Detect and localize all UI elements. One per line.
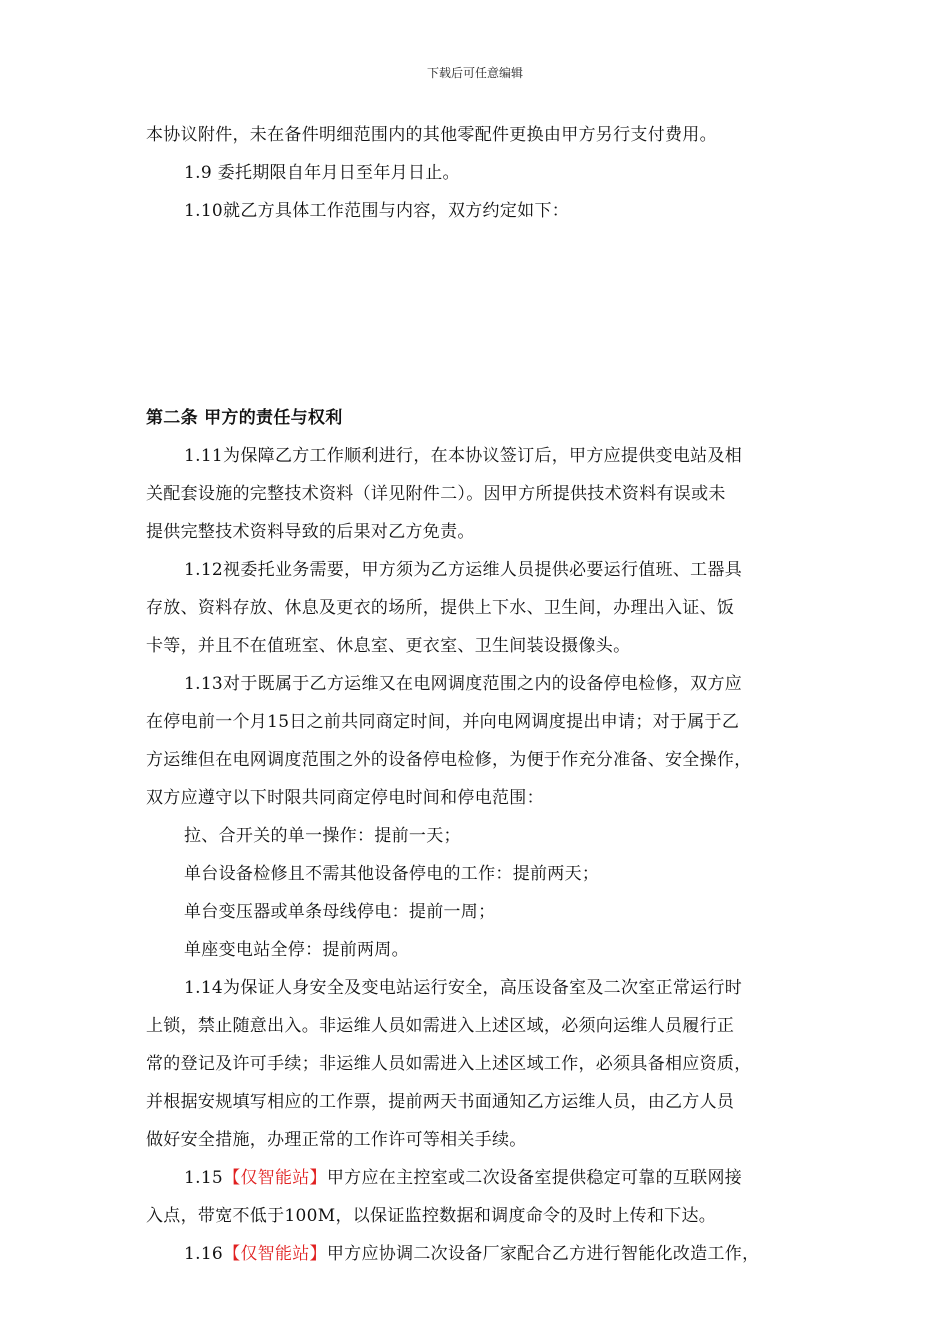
clause-text: 甲方应在主控室或二次设备室提供稳定可靠的互联网接 (326, 1168, 743, 1188)
list-item: 拉、合开关的单一操作：提前一天； (184, 826, 461, 846)
clause-1-13: 1.13对于既属于乙方运维又在电网调度范围之内的设备停电检修，双方应 (184, 674, 743, 694)
list-item: 单台变压器或单条母线停电：提前一周； (184, 902, 496, 922)
paragraph-line: 并根据安规填写相应的工作票，提前两天书面通知乙方运维人员，由乙方人员 (146, 1092, 735, 1112)
paragraph-line: 卡等，并且不在值班室、休息室、更衣室、卫生间装设摄像头。 (146, 636, 631, 656)
paragraph-line: 入点，带宽不低于100M，以保证监控数据和调度命令的及时上传和下达。 (146, 1206, 717, 1226)
paragraph-line: 上锁，禁止随意出入。非运维人员如需进入上述区域，必须向运维人员履行正 (146, 1016, 735, 1036)
clause-1-16 (146, 1235, 810, 1273)
paragraph-line: 关配套设施的完整技术资料（详见附件二）。因甲方所提供技术资料有误或未 (146, 484, 726, 504)
paragraph-line: 在停电前一个月15日之前共同商定时间，并向电网调度提出申请；对于属于乙 (146, 712, 740, 732)
paragraph-line: 方运维但在电网调度范围之外的设备停电检修，为便于作充分准备、安全操作， (146, 750, 752, 770)
paragraph-line: 常的登记及许可手续；非运维人员如需进入上述区域工作，必须具备相应资质， (146, 1054, 752, 1074)
page-header: 下载后可任意编辑 (426, 66, 523, 80)
clause-number: 1.15 (184, 1168, 224, 1188)
clause-1-14: 1.14为保证人身安全及变电站运行安全，高压设备室及二次室正常运行时 (184, 978, 743, 998)
clause-1-10: 1.10就乙方具体工作范围与内容，双方约定如下： (184, 201, 570, 221)
paragraph-line: 提供完整技术资料导致的后果对乙方免责。 (146, 522, 475, 542)
clause-1-15 (146, 1159, 810, 1197)
paragraph-line: 存放、资料存放、休息及更衣的场所，提供上下水、卫生间，办理出入证、饭 (146, 598, 735, 618)
document-body (146, 116, 810, 1273)
paragraph-line: 双方应遵守以下时限共同商定停电时间和停电范围： (146, 788, 544, 808)
clause-1-9: 1.9 委托期限自年月日至年月日止。 (184, 163, 460, 183)
clause-1-12: 1.12视委托业务需要，甲方须为乙方运维人员提供必要运行值班、工器具 (184, 560, 743, 580)
paragraph-line: 本协议附件，未在备件明细范围内的其他零配件更换由甲方另行支付费用。 (146, 125, 717, 145)
list-item: 单座变电站全停：提前两周。 (184, 940, 409, 960)
smart-station-tag: 【仅智能站】 (223, 1168, 327, 1188)
section-title: 第二条 甲方的责任与权利 (146, 408, 343, 428)
smart-station-tag: 【仅智能站】 (223, 1244, 327, 1264)
paragraph-line: 做好安全措施，办理正常的工作许可等相关手续。 (146, 1130, 527, 1150)
clause-1-11: 1.11为保障乙方工作顺利进行，在本协议签订后，甲方应提供变电站及相 (184, 446, 743, 466)
list-item: 单台设备检修且不需其他设备停电的工作：提前两天； (184, 864, 600, 884)
clause-number: 1.16 (184, 1244, 224, 1264)
clause-text: 甲方应协调二次设备厂家配合乙方进行智能化改造工作， (326, 1244, 760, 1264)
